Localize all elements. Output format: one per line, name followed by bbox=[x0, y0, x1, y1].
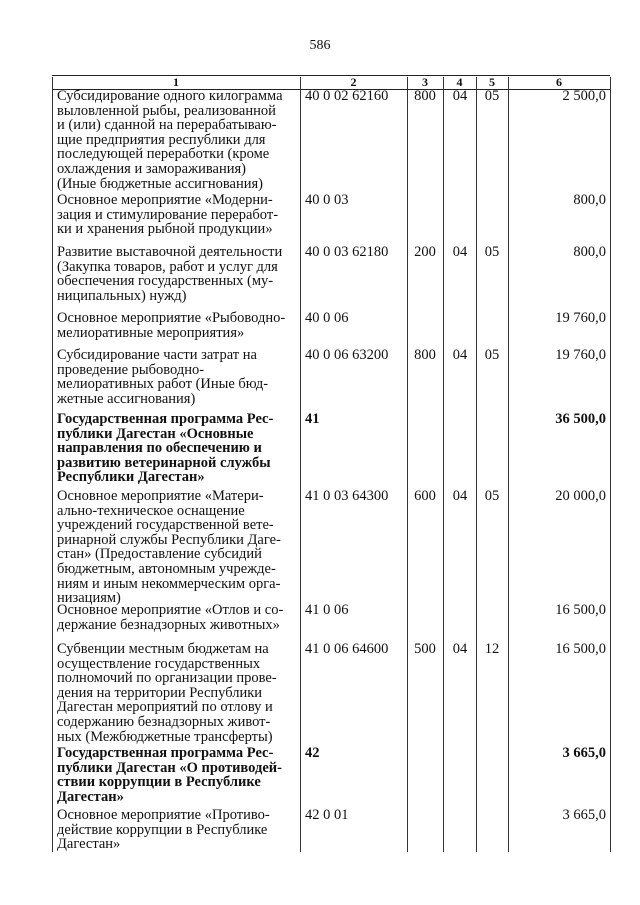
row-col4: 04 bbox=[452, 641, 468, 657]
header-col-6: 6 bbox=[556, 75, 562, 89]
row-name: Субсидирование одного килограмма выловленной рыбы, реализованной и (или) сданной на перерабатываю- щие предприятия республики для последующей переработки (кроме охлаждения и замораживания) (Иные бюджетные ассигнования) bbox=[57, 88, 283, 192]
row-code: 40 0 03 bbox=[305, 192, 349, 208]
row-col5: 05 bbox=[484, 488, 500, 504]
row-code: 40 0 03 62180 bbox=[305, 244, 389, 260]
header-col-3: 3 bbox=[422, 75, 428, 89]
column-divider bbox=[407, 77, 408, 852]
page-number: 586 bbox=[309, 38, 331, 53]
row-code: 41 0 06 64600 bbox=[305, 641, 389, 657]
row-name: Развитие выставочной деятельности (Закупка товаров, работ и услуг для обеспечения государственных (му- ниципальных) нужд) bbox=[57, 244, 283, 304]
row-col5: 05 bbox=[484, 88, 500, 104]
row-name: Государственная программа Рес- публики Дагестан «О противодей- ствии коррупции в Республике Дагестан» bbox=[57, 745, 282, 805]
row-code: 42 0 01 bbox=[305, 807, 349, 823]
row-amount: 800,0 bbox=[573, 244, 606, 260]
row-amount: 16 500,0 bbox=[555, 641, 606, 657]
row-name: Основное мероприятие «Матери- ально-техническое оснащение учреждений государственной вете- ринарной службы Республики Даге- стан» (Предоставление субсидий бюджетным, автономным учрежде- ниям и иным некоммерческим орга- низациям) bbox=[57, 488, 281, 607]
row-col3: 800 bbox=[414, 88, 436, 104]
row-code: 41 0 03 64300 bbox=[305, 488, 389, 504]
row-code: 42 bbox=[305, 745, 320, 761]
row-code: 41 0 06 bbox=[305, 602, 349, 618]
column-divider bbox=[300, 77, 301, 852]
row-name: Основное мероприятие «Противо- действие коррупции в Республике Дагестан» bbox=[57, 807, 270, 853]
row-col4: 04 bbox=[452, 347, 468, 363]
column-divider bbox=[508, 77, 509, 852]
row-code: 41 bbox=[305, 411, 320, 427]
header-col-4: 4 bbox=[456, 75, 463, 89]
row-name: Государственная программа Рес- публики Дагестан «Основные направления по обеспечению и развитию ветеринарной службы Республики Дагестан» bbox=[57, 411, 274, 486]
row-code: 40 0 06 bbox=[305, 310, 349, 326]
row-amount: 20 000,0 bbox=[555, 488, 606, 504]
row-code: 40 0 02 62160 bbox=[305, 88, 389, 104]
row-amount: 16 500,0 bbox=[555, 602, 606, 618]
row-name: Основное мероприятие «Рыбоводно- мелиоративные мероприятия» bbox=[57, 310, 286, 341]
row-col4: 04 bbox=[452, 244, 468, 260]
row-col5: 12 bbox=[484, 641, 500, 657]
column-divider bbox=[476, 77, 477, 852]
row-name: Субсидирование части затрат на проведение рыбоводно- мелиоративных работ (Иные бюд- жетные ассигнования) bbox=[57, 347, 269, 407]
row-amount: 2 500,0 bbox=[562, 88, 606, 104]
row-col3: 600 bbox=[414, 488, 436, 504]
row-col5: 05 bbox=[484, 244, 500, 260]
column-divider bbox=[610, 77, 611, 852]
row-amount: 19 760,0 bbox=[555, 347, 606, 363]
row-name: Основное мероприятие «Отлов и со- держание безнадзорных животных» bbox=[57, 602, 284, 633]
column-divider bbox=[52, 77, 53, 852]
row-col3: 200 bbox=[414, 244, 436, 260]
header-col-1: 1 bbox=[173, 75, 179, 89]
row-amount: 3 665,0 bbox=[562, 745, 606, 761]
row-col4: 04 bbox=[452, 88, 468, 104]
header-col-5: 5 bbox=[489, 75, 495, 89]
row-col3: 500 bbox=[414, 641, 436, 657]
row-code: 40 0 06 63200 bbox=[305, 347, 389, 363]
row-col4: 04 bbox=[452, 488, 468, 504]
row-amount: 3 665,0 bbox=[562, 807, 606, 823]
row-col3: 800 bbox=[414, 347, 436, 363]
column-divider bbox=[443, 77, 444, 852]
row-amount: 19 760,0 bbox=[555, 310, 606, 326]
row-col5: 05 bbox=[484, 347, 500, 363]
row-amount: 36 500,0 bbox=[555, 411, 606, 427]
row-amount: 800,0 bbox=[573, 192, 606, 208]
row-name: Субвенции местным бюджетам на осуществление государственных полномочий по организации прове- дения на территории Республики Дагестан мероприятий по отлову и содержанию безнадзорных живот- ных (Межбюджетные трансферты) bbox=[57, 641, 277, 745]
header-col-2: 2 bbox=[350, 75, 357, 89]
row-name: Основное мероприятие «Модерни- зация и стимулирование переработ- ки и хранения рыбной продукции» bbox=[57, 192, 279, 238]
